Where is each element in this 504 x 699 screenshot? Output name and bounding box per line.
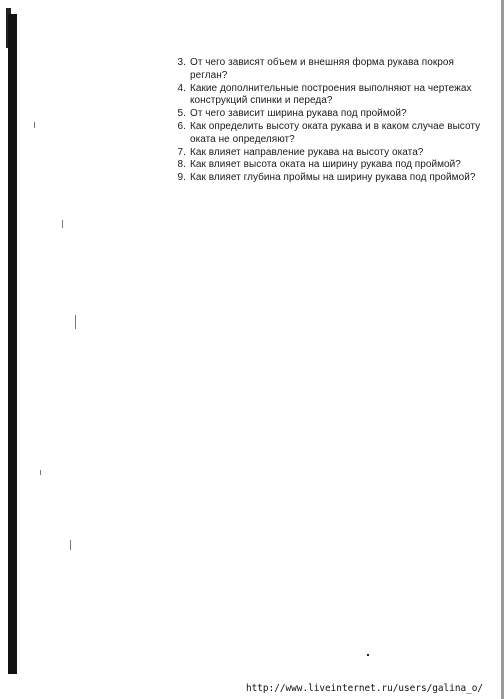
question-text-line: оката не определяют? — [190, 133, 295, 145]
question-item — [172, 108, 502, 121]
scan-dot — [367, 654, 369, 656]
scan-speck — [62, 220, 63, 228]
question-text-line: Как влияет высота оката на ширину рукава под проймой? — [190, 159, 461, 171]
question-text-line: реглан? — [190, 69, 228, 81]
scan-speck — [75, 315, 76, 329]
question-item — [172, 83, 502, 109]
footer-watermark-url: http://www.liveinternet.ru/users/galina_o/ — [246, 683, 484, 694]
scan-speck — [34, 122, 35, 128]
question-number: 4. — [177, 82, 186, 94]
question-text-line: Как определить высоту оката рукава и в каком случае высоту — [190, 120, 481, 132]
question-text-line: От чего зависят объем и внешняя форма рукава покроя — [190, 57, 454, 68]
question-number: 3. — [177, 57, 186, 68]
question-text-line: Как влияет глубина проймы на ширину рукава под проймой? — [190, 172, 476, 184]
question-text-line: конструкций спинки и переда? — [190, 95, 333, 107]
question-number: 9. — [177, 172, 186, 184]
question-number: 6. — [177, 120, 186, 132]
question-number: 5. — [177, 108, 186, 120]
scan-speck — [40, 470, 41, 475]
question-text-line: От чего зависит ширина рукава под проймой? — [190, 108, 407, 120]
scan-speck — [70, 540, 71, 550]
question-item — [172, 57, 502, 83]
question-text-line: Какие дополнительные построения выполняют на чертежах — [190, 82, 472, 94]
review-questions — [172, 57, 502, 185]
question-text-line: Как влияет направление рукава на высоту оката? — [190, 146, 424, 158]
question-number: 7. — [177, 146, 186, 158]
question-item — [172, 121, 502, 147]
question-number: 8. — [177, 159, 186, 171]
question-item — [172, 147, 502, 160]
binding-shadow — [8, 14, 17, 674]
question-item — [172, 159, 502, 172]
question-item — [172, 172, 502, 185]
